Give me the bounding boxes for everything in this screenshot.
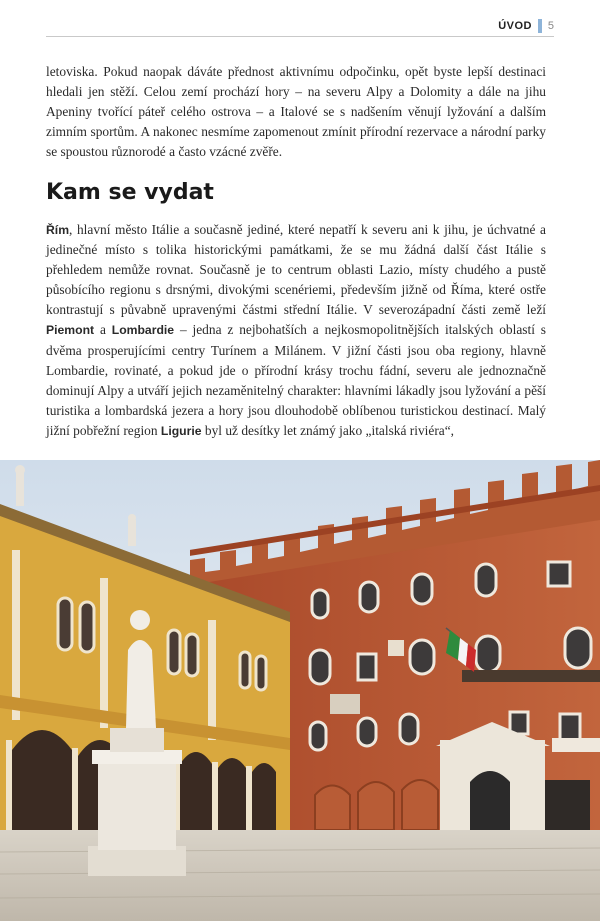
running-head xyxy=(46,14,554,37)
paragraph-text: , hlavní město Itálie a současně jediné, které nepatří k severu ani k jihu, je úchvatné a jedinečné místo s tolika historickými památkami, že se mu žádná další část Itálie s přehledem nemůže rovnat. Současně je to centrum oblasti Lazio, místy chudého a pustě působícího regionu s drsnými, divokými scenériemi, především jižně od Říma, které ostře kontrastují s půvabně upravenými částmi střední Itálie. V severozápadní části země leží xyxy=(46,222,546,318)
place-name-rim: Řím xyxy=(46,223,70,237)
piazza-illustration xyxy=(0,460,600,921)
paragraph-text: a xyxy=(94,322,112,338)
place-name-piemont: Piemont xyxy=(46,323,95,338)
place-name-ligurie: Ligurie xyxy=(160,423,202,438)
header-accent-bar xyxy=(538,19,542,33)
section-heading: Kam se vydat xyxy=(46,180,214,205)
section-label: ÚVOD xyxy=(498,20,532,32)
paragraph-text: byl už desítky let známý jako „italská riviéra“, xyxy=(201,422,455,438)
place-name-lombardie: Lombardie xyxy=(111,323,175,338)
intro-paragraph: letoviska. Pokud naopak dáváte přednost aktivnímu odpočinku, opět byste lepší destinaci hledali jen stěží. Celou zemí prochází hory – na severu Alpy a Dolomity a dále na jihu Apeniny tvořící páteř celého ostrova – a Italové se s nadšením věnují lyžování a dalším zimním sportům. A nakonec nesmíme zapomenout zmínit přírodní rezervace a národní parky se spoustou různorodé a často vzácné zvěře. xyxy=(46,64,546,160)
section-paragraph xyxy=(46,220,546,441)
paragraph-text: – jedna z nejbohatších a nejkosmopolitnějších italských oblastí s dvěma prosperujícími centry Turínem a Milánem. V jižní části jsou oba regiony, hlavně Lombardie, rovinaté, a pokud jde o přírodní krásy trochu fádní, severu ale jednoznačně dominují Alpy a utváří jejich nezaměnitelný charakter: hlavními lákadly jsou lyžování a pěší turistika a lombardská jezera a hory jsou dlouhodobě oblíbenou turistickou destinací. Malý jižní pobřežní region xyxy=(46,322,546,438)
page-number: 5 xyxy=(547,20,554,32)
piazza-photo xyxy=(0,460,600,921)
